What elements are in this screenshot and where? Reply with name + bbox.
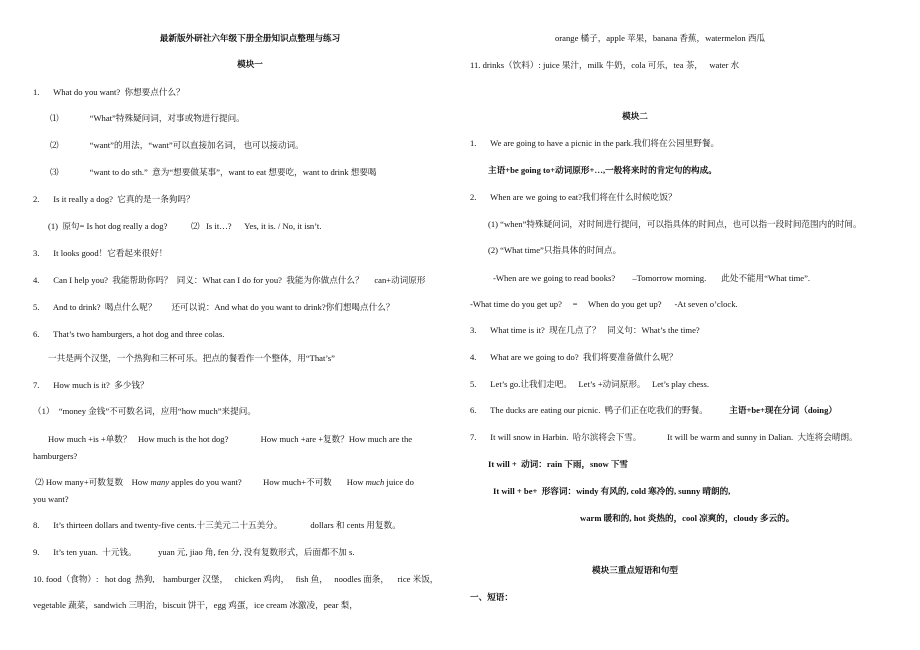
item-number: 1. bbox=[33, 87, 40, 97]
left-text-line bbox=[33, 546, 355, 558]
text-segment: 一、短语： bbox=[470, 592, 513, 602]
right-text-line bbox=[580, 512, 794, 524]
right-text-line bbox=[488, 458, 628, 470]
item-number: 7. bbox=[470, 432, 477, 442]
text-segment: hamburgers? bbox=[33, 451, 78, 461]
left-text-line bbox=[50, 112, 245, 124]
right-text-line bbox=[470, 137, 719, 149]
right-text-line bbox=[470, 59, 739, 71]
left-text-line bbox=[33, 86, 185, 98]
text-segment: vegetable 蔬菜，sandwich 三明治，biscuit 饼干，egg 鸡蛋，ice cream 冰激凌，pear 梨， bbox=[33, 600, 358, 610]
item-number: 5. bbox=[470, 379, 477, 389]
text-segment: What time is it? 现在几点了？ 同义句：What’s the time? bbox=[486, 325, 700, 335]
item-number: 3. bbox=[470, 325, 477, 335]
text-segment: What do you want? 你想要点什么？ bbox=[49, 87, 185, 97]
item-number: ⑴ bbox=[50, 113, 59, 123]
left-text-line bbox=[33, 493, 69, 505]
item-number: 4. bbox=[470, 352, 477, 362]
left-text-line bbox=[50, 166, 377, 178]
text-segment: apples do you want? How much+不可数 How bbox=[169, 477, 366, 487]
text-segment: -When are we going to read books? –Tomorrow morning. 此处不能用“What time”. bbox=[493, 273, 811, 283]
right-text-line bbox=[470, 298, 738, 310]
left-text-line bbox=[50, 139, 304, 151]
text-segment: Can I help you? 我能帮助你吗？ 同义：What can I do for you? 我能为你做点什么？ can+动词原形 bbox=[49, 275, 426, 285]
text-segment: We are going to have a picnic in the park.我们将在公园里野餐。 bbox=[486, 138, 720, 148]
text-segment: 模块二 bbox=[622, 111, 648, 121]
left-text-line bbox=[33, 405, 256, 417]
text-segment: (2) “What time”只指具体的时间点。 bbox=[488, 245, 622, 255]
text-segment: Is it really a dog? 它真的是一条狗吗？ bbox=[49, 194, 195, 204]
item-number: 4. bbox=[33, 275, 40, 285]
right-text-line bbox=[493, 272, 810, 284]
right-section-heading bbox=[560, 564, 710, 576]
right-text-line bbox=[470, 324, 700, 336]
item-number: 2. bbox=[470, 192, 477, 202]
right-text-line bbox=[555, 32, 765, 44]
text-segment: (1) “when”特殊疑问词，对时间进行提问，可以指具体的时间点，也可以指一段时间范围内的时间。 bbox=[488, 219, 862, 229]
right-text-line bbox=[470, 351, 678, 363]
text-segment: The ducks are eating our picnic. 鸭子们正在吃我们的野餐。 bbox=[486, 405, 730, 415]
item-number: 1. bbox=[470, 138, 477, 148]
text-segment: It looks good！它看起来很好！ bbox=[49, 248, 168, 258]
text-segment: 主语+be going to+动词原形+…,一般将来时的肯定句的构成。 bbox=[488, 165, 717, 175]
left-text-line bbox=[33, 193, 195, 205]
text-segment: -What time do you get up? = When do you get up? -At seven o’clock. bbox=[470, 299, 738, 309]
text-segment: “What”特殊疑问词，对事或物进行提问。 bbox=[66, 113, 245, 123]
item-number: 9. bbox=[33, 547, 40, 557]
text-segment: 一共是两个汉堡，一个热狗和三杯可乐。把点的餐看作一个整体，用“That’s” bbox=[48, 353, 335, 363]
text-segment: you want? bbox=[33, 494, 69, 504]
text-segment: orange 橘子，apple 苹果，banana 香蕉，watermelon 西瓜 bbox=[555, 33, 766, 43]
text-segment: And to drink? 喝点什么呢？ 还可以说：And what do you want to drink?你们想喝点什么？ bbox=[49, 302, 395, 312]
text-segment: (1) 原句= Is hot dog really a dog? ⑵ Is it…? Yes, it is. / No, it isn’t. bbox=[48, 221, 322, 231]
text-segment: How much is it? 多少钱？ bbox=[49, 380, 149, 390]
text-segment: ⑵ How many+可数复数 How bbox=[33, 477, 151, 487]
text-segment: juice do bbox=[384, 477, 414, 487]
item-number: 5. bbox=[33, 302, 40, 312]
right-text-line bbox=[470, 431, 858, 443]
left-text-line bbox=[33, 450, 77, 462]
item-number: 6. bbox=[470, 405, 477, 415]
text-segment: 主语+be+现在分词（doing） bbox=[729, 405, 837, 415]
left-text-line bbox=[48, 352, 335, 364]
right-section-heading bbox=[560, 110, 710, 122]
text-segment: “want to do sth.” 意为“想要做某事”，want to eat 想要吃，want to drink 想要喝 bbox=[66, 167, 377, 177]
left-text-line bbox=[33, 476, 414, 488]
left-text-line bbox=[33, 328, 224, 340]
text-segment: It’s ten yuan. 十元钱。 yuan 元, jiao 角, fen 分, 没有复数形式，后面都不加 s. bbox=[49, 547, 355, 557]
text-segment: What are we going to do? 我们将要准备做什么呢？ bbox=[486, 352, 678, 362]
text-segment: It’s thirteen dollars and twenty-five cents.十三美元二十五美分。 dollars 和 cents 用复数。 bbox=[49, 520, 401, 530]
text-segment: It will snow in Harbin. 哈尔滨将会下雪。 It will be warm and sunny in Dalian. 大连将会晴朗。 bbox=[486, 432, 858, 442]
item-number: ⑵ bbox=[50, 140, 59, 150]
right-text-line bbox=[470, 591, 513, 603]
text-segment: many bbox=[150, 477, 170, 487]
item-number: 8. bbox=[33, 520, 40, 530]
text-segment: It will + be+ 形容词：windy 有风的, cold 寒冷的, sunny 晴朗的, bbox=[493, 486, 731, 496]
item-number: ⑶ bbox=[50, 167, 59, 177]
right-text-line bbox=[488, 218, 862, 230]
left-section-heading bbox=[130, 32, 370, 44]
text-segment: How much +is +单数？ How much is the hot dog? How much +are +复数？How much are the bbox=[33, 434, 413, 444]
text-segment: （1） “money 金钱”不可数名词，应用“how much”来提问。 bbox=[33, 406, 256, 416]
left-text-line bbox=[33, 247, 167, 259]
item-number: 2. bbox=[33, 194, 40, 204]
text-segment: 11. drinks（饮料）: juice 果汁，milk 牛奶，cola 可乐，tea 茶， water 水 bbox=[470, 60, 740, 70]
text-segment: That’s two hamburgers, a hot dog and three colas. bbox=[49, 329, 225, 339]
left-text-line bbox=[33, 433, 412, 445]
item-number: 6. bbox=[33, 329, 40, 339]
text-segment: 模块三重点短语和句型 bbox=[592, 565, 678, 575]
text-segment: warm 暖和的, hot 炎热的，cool 凉爽的，cloudy 多云的。 bbox=[580, 513, 795, 523]
item-number: 7. bbox=[33, 380, 40, 390]
left-text-line bbox=[33, 573, 438, 585]
right-text-line bbox=[470, 191, 677, 203]
left-text-line bbox=[33, 599, 358, 611]
right-text-line bbox=[488, 164, 717, 176]
right-text-line bbox=[493, 485, 730, 497]
text-segment: 10. food（食物）: hot dog 热狗, hamburger 汉堡， chicken 鸡肉， fish 鱼， noodles 面条， rice 米饭， bbox=[33, 574, 439, 584]
text-segment: “want”的用法，“want”可以直接加名词， 也可以接动词。 bbox=[66, 140, 304, 150]
text-segment: much bbox=[365, 477, 385, 487]
left-text-line bbox=[48, 220, 321, 232]
text-segment: Let’s go.让我们走吧。 Let’s +动词原形。 Let’s play chess. bbox=[486, 379, 710, 389]
right-text-line bbox=[470, 404, 837, 416]
left-text-line bbox=[33, 519, 401, 531]
left-text-line bbox=[33, 301, 394, 313]
text-segment: It will + 动词：rain 下雨，snow 下雪 bbox=[488, 459, 629, 469]
text-segment: 模块一 bbox=[237, 59, 263, 69]
left-text-line bbox=[33, 274, 425, 286]
text-segment: When are we going to eat?我们将在什么时候吃饭？ bbox=[486, 192, 677, 202]
item-number: 3. bbox=[33, 248, 40, 258]
text-segment: 最新版外研社六年级下册全册知识点整理与练习 bbox=[159, 33, 341, 43]
right-text-line bbox=[470, 378, 709, 390]
left-text-line bbox=[33, 379, 149, 391]
right-text-line bbox=[488, 244, 621, 256]
left-section-heading bbox=[130, 58, 370, 70]
